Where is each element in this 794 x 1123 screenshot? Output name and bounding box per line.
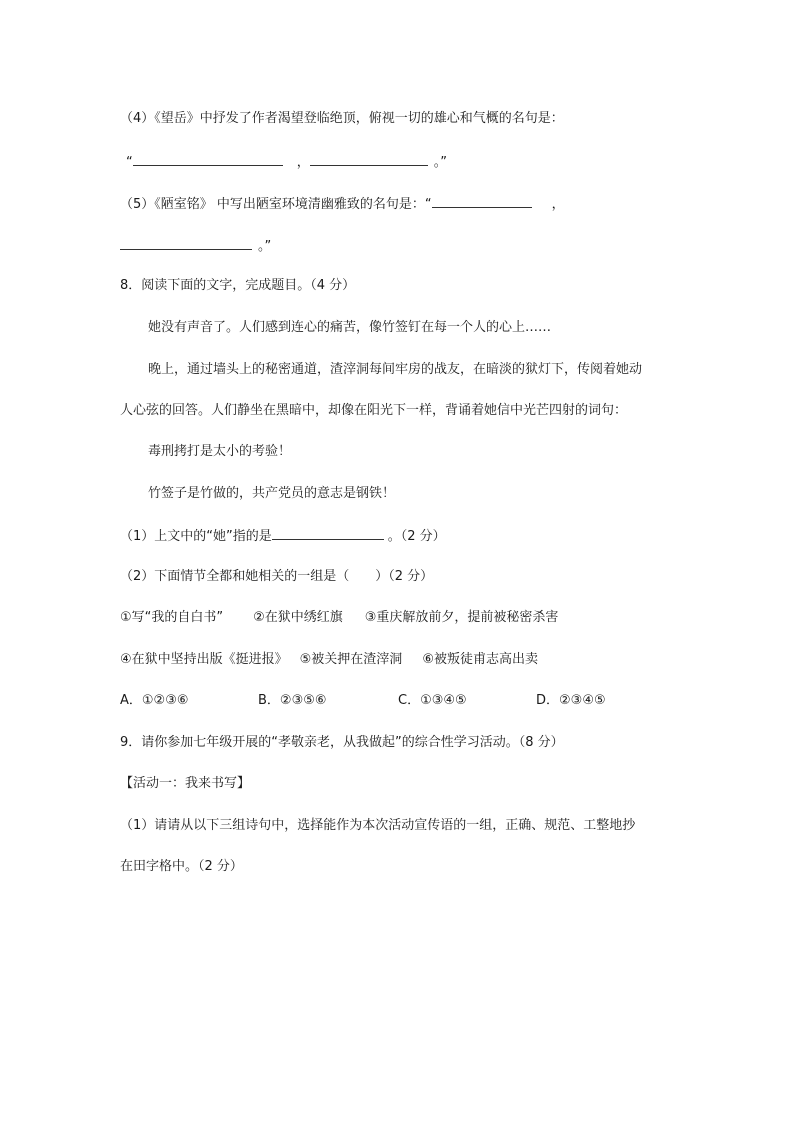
- q7-item5-prompt: （5）《陋室铭》 中写出陋室环境清幽雅致的名句是：“: [120, 197, 432, 212]
- option-a[interactable]: A．①②③⑥: [120, 693, 189, 708]
- q8-sub1: [120, 526, 446, 546]
- activity-1-heading: 【活动一：我来书写】: [120, 776, 251, 791]
- passage-quote-1: 毒刑拷打是太小的考验！: [148, 444, 292, 459]
- q8-sub1-prefix: （1）上文中的“她”指的是: [120, 529, 272, 544]
- passage-paragraph-1: 她没有声音了。人们感到连心的痛苦，像竹签钉在每一个人的心上……: [148, 320, 552, 335]
- q9-sub1-line1: （1）请请从以下三组诗句中，选择能作为本次活动宣传语的一组，正确、规范、工整地抄: [120, 818, 636, 833]
- event-6: ⑥被叛徒甫志高出卖: [422, 652, 538, 667]
- event-4: ④在狱中坚持出版《挺进报》: [120, 652, 288, 667]
- q8-sub2: （2）下面情节全都和她相关的一组是（ ）（2 分）: [120, 569, 434, 584]
- q7-item4-prompt: （4）《望岳》中抒发了作者渴望登临绝顶，俯视一切的雄心和气概的名句是：: [120, 111, 564, 126]
- end-quote: 。”: [433, 155, 448, 170]
- answer-blank-2[interactable]: [310, 152, 428, 166]
- option-b[interactable]: B．②③⑤⑥: [258, 693, 327, 708]
- q8-title: 8．阅读下面的文字，完成题目。（4 分）: [120, 278, 356, 293]
- option-d[interactable]: D．②③④⑤: [536, 693, 606, 708]
- q7-item5-line: [120, 194, 565, 214]
- comma: ，: [551, 197, 565, 212]
- event-1: ①写“我的自白书”: [120, 610, 224, 625]
- options-row: [120, 692, 606, 710]
- comma: ，: [296, 155, 310, 170]
- q9-title: 9．请你参加七年级开展的“孝敬亲老，从我做起”的综合性学习活动。（8 分）: [120, 735, 564, 750]
- end-quote: 。”: [258, 239, 272, 254]
- answer-blank-3[interactable]: [432, 194, 532, 208]
- q7-item5-answer-line: [120, 236, 271, 256]
- option-c[interactable]: C．①③④⑤: [398, 693, 467, 708]
- open-quote: “: [126, 155, 133, 170]
- answer-blank-1[interactable]: [133, 152, 283, 166]
- q8-sub1-suffix: 。（2 分）: [387, 529, 446, 544]
- answer-blank-5[interactable]: [272, 526, 384, 540]
- answer-blank-4[interactable]: [120, 236, 252, 250]
- events-row-2: [120, 651, 538, 669]
- event-3: ③重庆解放前夕，提前被秘密杀害: [364, 610, 559, 625]
- q9-sub1-line2: 在田字格中。（2 分）: [120, 859, 243, 874]
- event-5: ⑤被关押在渣滓洞: [299, 652, 403, 667]
- passage-quote-2: 竹签子是竹做的，共产党员的意志是钢铁！: [148, 486, 396, 501]
- q7-item4-answer-line: [126, 152, 447, 172]
- events-row-1: [120, 609, 558, 627]
- passage-paragraph-2-cont: 人心弦的回答。人们静坐在黑暗中，却像在阳光下一样，背诵着她信中光芒四射的词句：: [120, 403, 628, 418]
- passage-paragraph-2: 晚上，通过墙头上的秘密通道，渣滓洞每间牢房的战友，在暗淡的狱灯下，传阅着她动: [148, 362, 643, 377]
- event-2: ②在狱中绣红旗: [253, 610, 343, 625]
